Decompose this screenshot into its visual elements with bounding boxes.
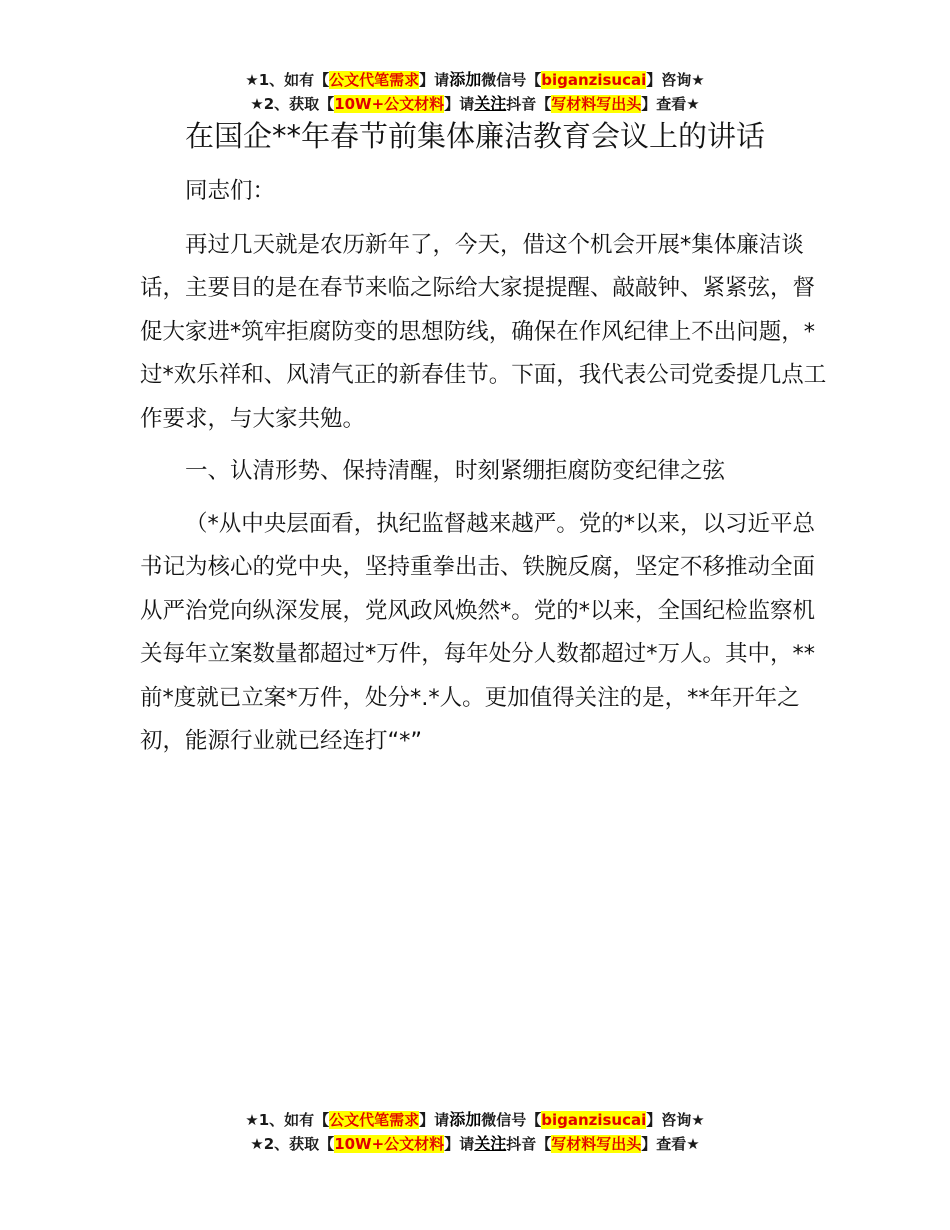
promo-emphasis: 关注 bbox=[474, 1134, 507, 1153]
promo-banner-top bbox=[0, 68, 950, 116]
promo-text: 】请 bbox=[419, 71, 450, 89]
promo-highlight: 10W+公文材料 bbox=[334, 95, 445, 113]
promo-line-2 bbox=[0, 92, 950, 116]
promo-text: 微信号【 bbox=[481, 71, 542, 89]
promo-text: 抖音【 bbox=[506, 1135, 552, 1153]
promo-text: ★2、获取【 bbox=[250, 95, 335, 113]
section-heading-1: 一、认清形势、保持清醒，时刻紧绷拒腐防变纪律之弦 bbox=[185, 458, 726, 484]
document-title: 在国企**年春节前集体廉洁教育会议上的讲话 bbox=[184, 119, 765, 153]
paragraph-section-1: （*从中央层面看，执纪监督越来越严。党的*以来，以习近平总书记为核心的党中央，坚持重拳出击、铁腕反腐，坚定不移推动全面从严治党向纵深发展，党风政风焕然*。党的*以来，全国纪检监察机关每年立案数量都超过*万件，每年处分人数都超过*万人。其中，**前*度就已立案*万件，处分*.*人。更加值得关注的是，**年开年之初，能源行业就已经连打“*” bbox=[140, 510, 816, 754]
promo-line-2 bbox=[0, 1132, 950, 1156]
promo-emphasis: 添加 bbox=[449, 1110, 482, 1129]
promo-text: 】请 bbox=[419, 1111, 450, 1129]
promo-highlight: 公文代笔需求 bbox=[329, 1111, 420, 1129]
promo-emphasis: 关注 bbox=[474, 94, 507, 113]
promo-highlight: 10W+公文材料 bbox=[334, 1135, 445, 1153]
promo-text: ★2、获取【 bbox=[250, 1135, 335, 1153]
promo-line-1 bbox=[0, 68, 950, 92]
promo-text: 】请 bbox=[444, 1135, 475, 1153]
paragraph-intro: 再过几天就是农历新年了，今天，借这个机会开展*集体廉洁谈话，主要目的是在春节来临之际给大家提提醒、敲敲钟、紧紧弦，督促大家进*筑牢拒腐防变的思想防线，确保在作风纪律上不出问题，*过*欢乐祥和、风清气正的新春佳节。下面，我代表公司党委提几点工作要求，与大家共勉。 bbox=[140, 231, 827, 432]
promo-highlight: 公文代笔需求 bbox=[329, 71, 420, 89]
promo-banner-bottom bbox=[0, 1108, 950, 1156]
promo-highlight: 写材料写出头 bbox=[551, 95, 642, 113]
promo-highlight: 写材料写出头 bbox=[551, 1135, 642, 1153]
promo-text: 抖音【 bbox=[506, 95, 552, 113]
promo-highlight: biganzisucai bbox=[541, 1111, 647, 1129]
promo-text: ★1、如有【 bbox=[245, 1111, 330, 1129]
promo-highlight: biganzisucai bbox=[541, 71, 647, 89]
promo-text: ★1、如有【 bbox=[245, 71, 330, 89]
greeting: 同志们： bbox=[185, 178, 276, 204]
promo-line-1 bbox=[0, 1108, 950, 1132]
promo-text: 】咨询★ bbox=[646, 71, 705, 89]
promo-text: 】查看★ bbox=[641, 95, 700, 113]
promo-emphasis: 添加 bbox=[449, 70, 482, 89]
promo-text: 】请 bbox=[444, 95, 475, 113]
document-body bbox=[140, 170, 835, 773]
promo-text: 】查看★ bbox=[641, 1135, 700, 1153]
promo-text: 】咨询★ bbox=[646, 1111, 705, 1129]
promo-text: 微信号【 bbox=[481, 1111, 542, 1129]
